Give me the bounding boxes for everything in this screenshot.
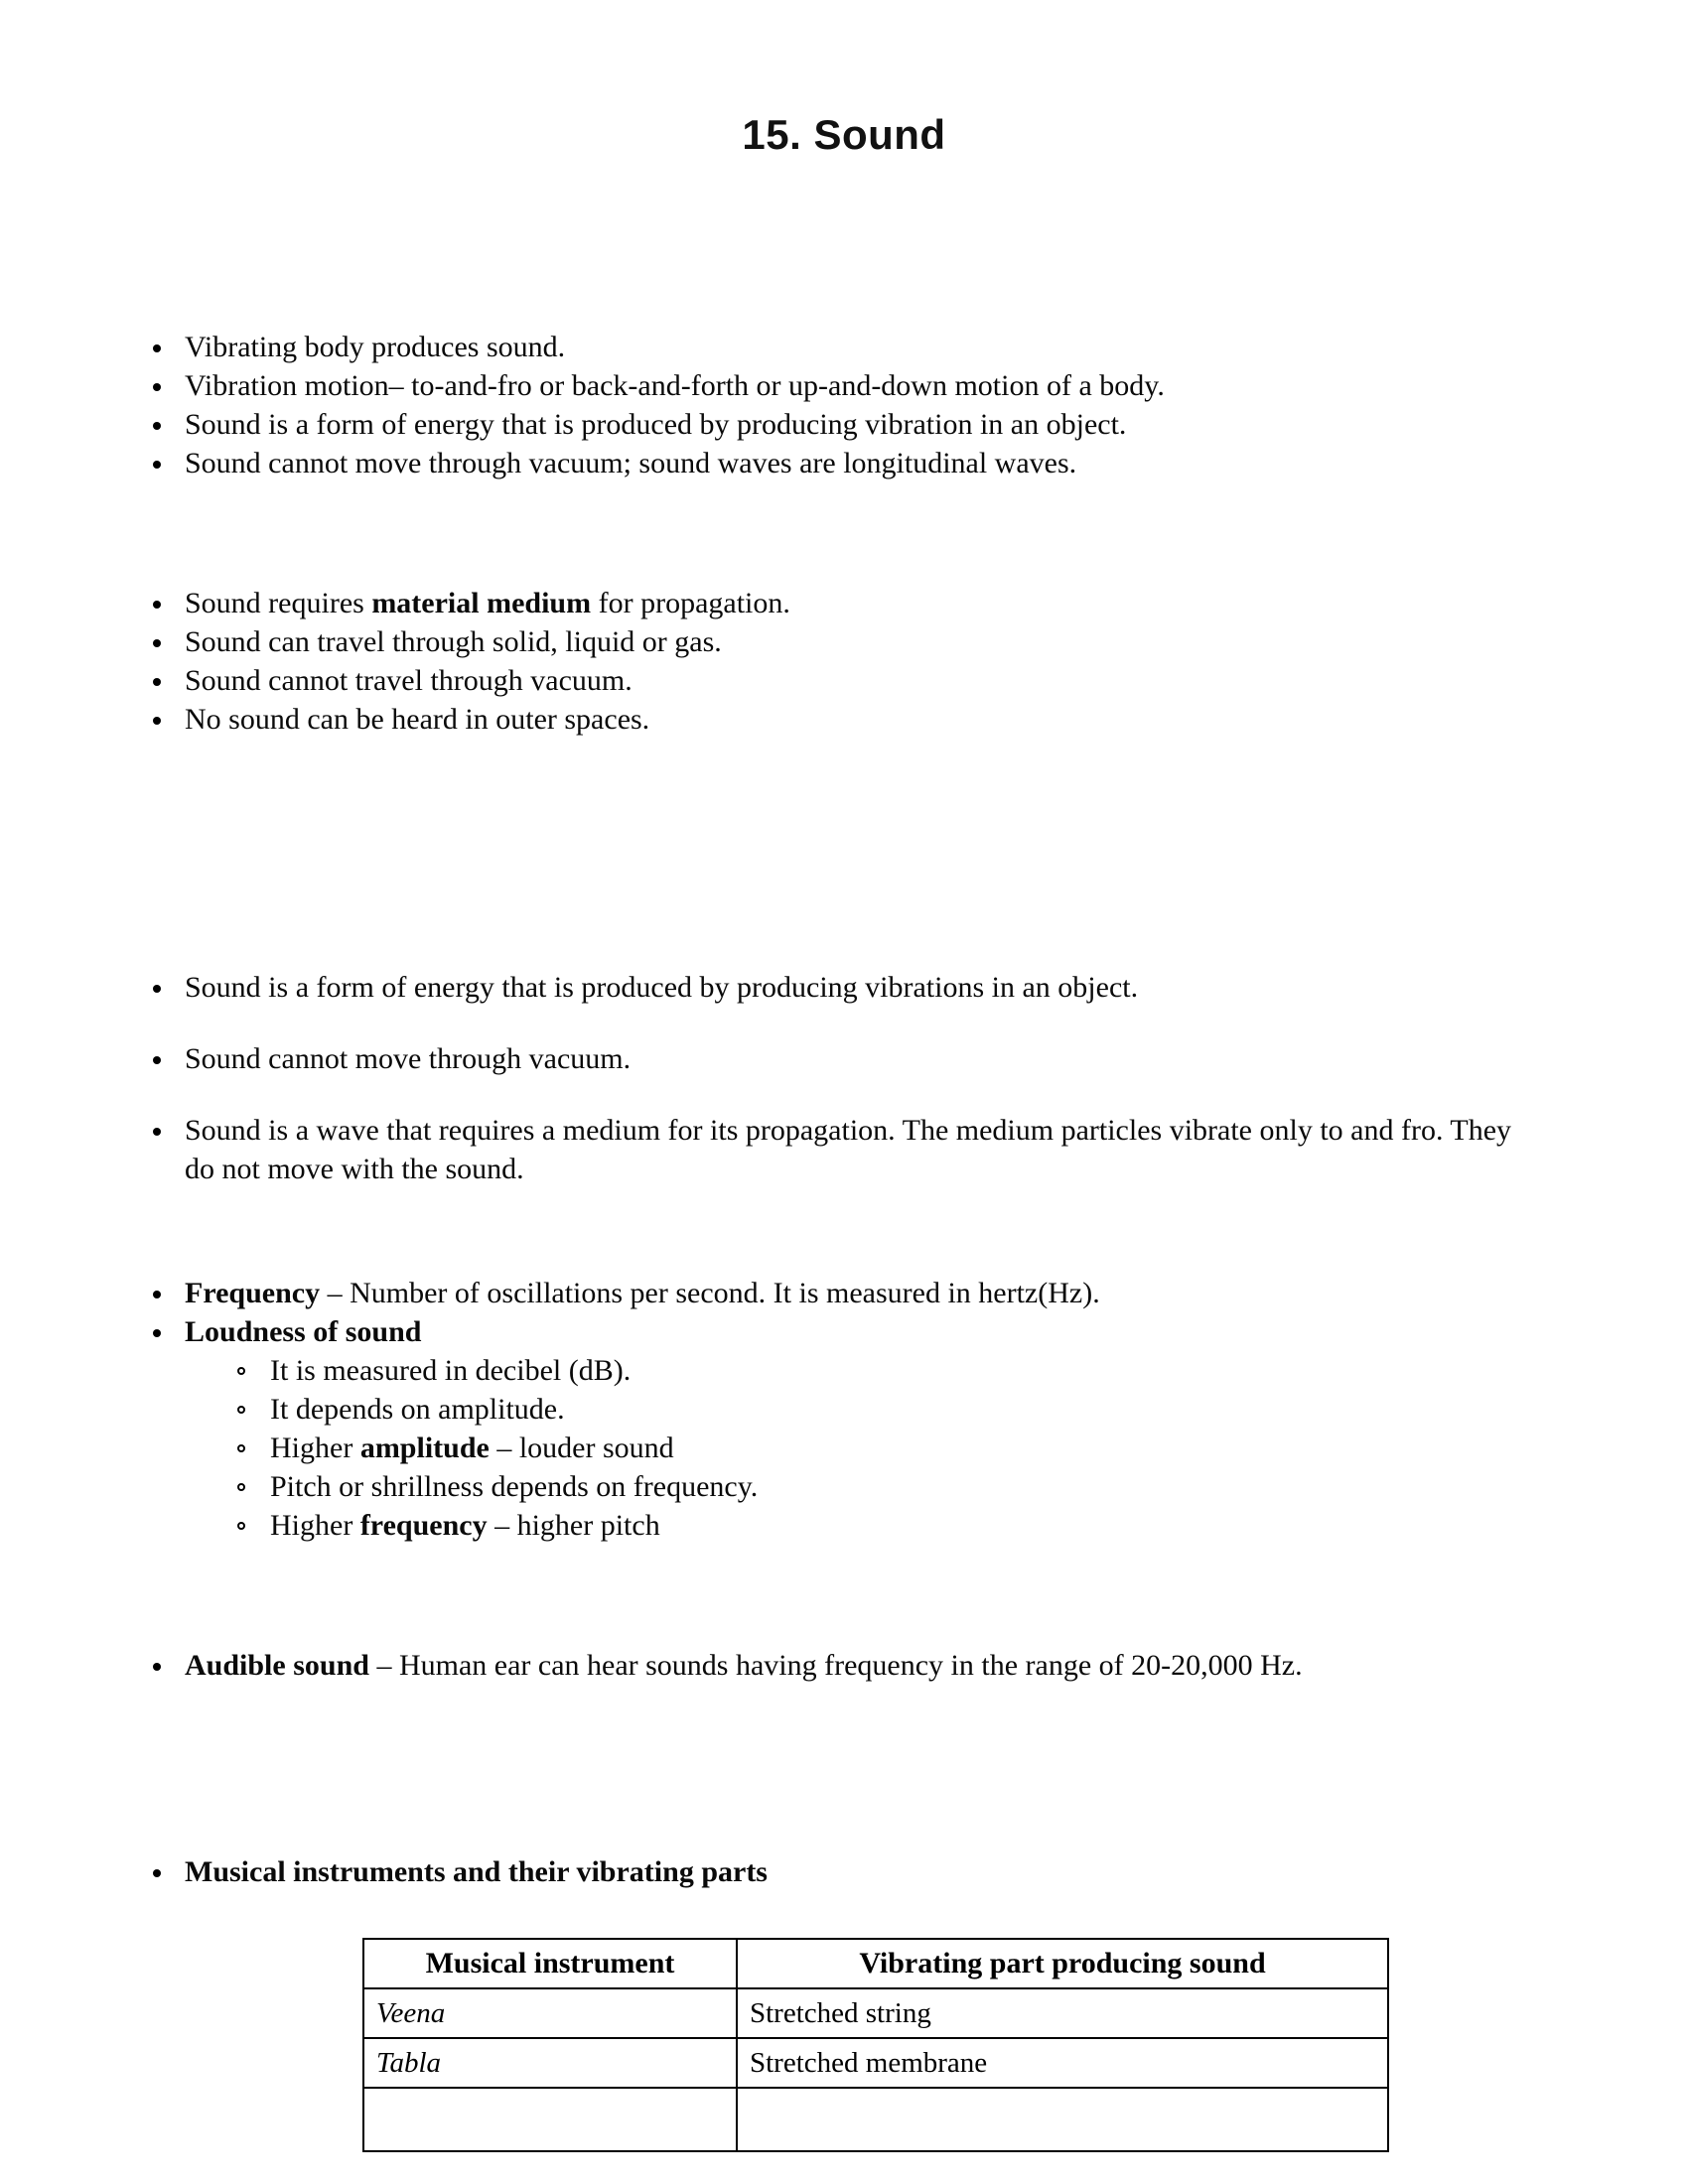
- text-bold: material medium: [371, 587, 592, 619]
- heading-musical-instruments: [149, 1852, 1539, 1891]
- term-frequency-definition: – Number of oscillations per second. It is measured in hertz(Hz).: [320, 1277, 1100, 1309]
- sub-bullet-list-loudness: [149, 1351, 1539, 1545]
- text-post: – higher pitch: [487, 1509, 660, 1542]
- heading-text: Musical instruments and their vibrating parts: [185, 1855, 768, 1888]
- text-pre: Sound requires: [185, 587, 372, 619]
- text-pre: It is measured in decibel (dB).: [270, 1354, 632, 1387]
- list-item: [234, 1467, 1539, 1506]
- cell-vibrating-part: [737, 2088, 1388, 2151]
- section-propagation: [149, 968, 1539, 1188]
- term-frequency: Frequency: [185, 1277, 321, 1309]
- list-item: Vibration motion– to-and-fro or back-and-forth or up-and-down motion of a body.: [149, 366, 1539, 405]
- table-header-row: [363, 1939, 1388, 1988]
- bullet-list-medium: [149, 584, 1539, 739]
- list-item-frequency: [149, 1274, 1539, 1312]
- text-bold: amplitude: [359, 1432, 490, 1464]
- page-title: 15. Sound: [742, 111, 946, 158]
- text-post: – louder sound: [489, 1432, 674, 1464]
- text-pre: Sound cannot travel through vacuum.: [185, 664, 633, 697]
- list-item: [234, 1429, 1539, 1467]
- cell-instrument-name: [363, 2088, 737, 2151]
- list-item-audible-sound: [149, 1646, 1539, 1685]
- text-pre: Pitch or shrillness depends on frequency.: [270, 1470, 759, 1503]
- table-row: [363, 2038, 1388, 2088]
- section-frequency-loudness: [149, 1274, 1539, 1545]
- text-post: for propagation.: [591, 587, 790, 619]
- text-bold: frequency: [359, 1509, 488, 1542]
- list-item: [234, 1506, 1539, 1545]
- bullet-list-instruments: [149, 1852, 1539, 1891]
- cell-vibrating-part: Stretched string: [737, 1988, 1388, 2038]
- instruments-table: [362, 1938, 1389, 2152]
- list-item: [149, 661, 1539, 700]
- table-header: [363, 1939, 1388, 1988]
- list-item: Sound cannot move through vacuum; sound waves are longitudinal waves.: [149, 444, 1539, 482]
- cell-instrument-name: Tabla: [363, 2038, 737, 2088]
- list-item: Sound is a wave that requires a medium for its propagation. The medium particles vibrate only to and fro. They do not move with the sound.: [149, 1111, 1539, 1188]
- section-audible-sound: [149, 1646, 1539, 1685]
- list-item: [149, 622, 1539, 661]
- table-row: [363, 2088, 1388, 2151]
- text-pre: It depends on amplitude.: [270, 1393, 565, 1426]
- text-pre: No sound can be heard in outer spaces.: [185, 703, 650, 736]
- text-pre: Higher: [270, 1432, 360, 1464]
- list-item: Sound cannot move through vacuum.: [149, 1039, 1539, 1078]
- bullet-list-basics: [149, 328, 1539, 482]
- list-item: Sound is a form of energy that is produced by producing vibrations in an object.: [149, 968, 1539, 1007]
- term-loudness: Loudness of sound: [185, 1315, 422, 1348]
- list-item: Vibrating body produces sound.: [149, 328, 1539, 366]
- cell-instrument-name: Veena: [363, 1988, 737, 2038]
- table-body: [363, 1988, 1388, 2151]
- section-instruments: [149, 1852, 1539, 1891]
- list-item: Sound is a form of energy that is produced by producing vibration in an object.: [149, 405, 1539, 444]
- section-basics: [149, 328, 1539, 482]
- list-item: [149, 584, 1539, 622]
- table-row: [363, 1988, 1388, 2038]
- text-pre: Higher: [270, 1509, 360, 1542]
- term-audible-sound: Audible sound: [185, 1649, 369, 1682]
- list-item: [149, 700, 1539, 739]
- column-header-vibrating-part: Vibrating part producing sound: [737, 1939, 1388, 1988]
- bullet-list-propagation: [149, 968, 1539, 1188]
- bullet-list-frequency: [149, 1274, 1539, 1351]
- list-item: [234, 1390, 1539, 1429]
- instruments-table-wrap: [362, 1938, 1336, 2152]
- column-header-instrument: Musical instrument: [363, 1939, 737, 1988]
- list-item-loudness: [149, 1312, 1539, 1351]
- list-item: [234, 1351, 1539, 1390]
- text-pre: Sound can travel through solid, liquid or gas.: [185, 625, 722, 658]
- bullet-list-audible: [149, 1646, 1539, 1685]
- term-audible-sound-definition: – Human ear can hear sounds having frequency in the range of 20-20,000 Hz.: [368, 1649, 1303, 1682]
- cell-vibrating-part: Stretched membrane: [737, 2038, 1388, 2088]
- section-medium: [149, 584, 1539, 739]
